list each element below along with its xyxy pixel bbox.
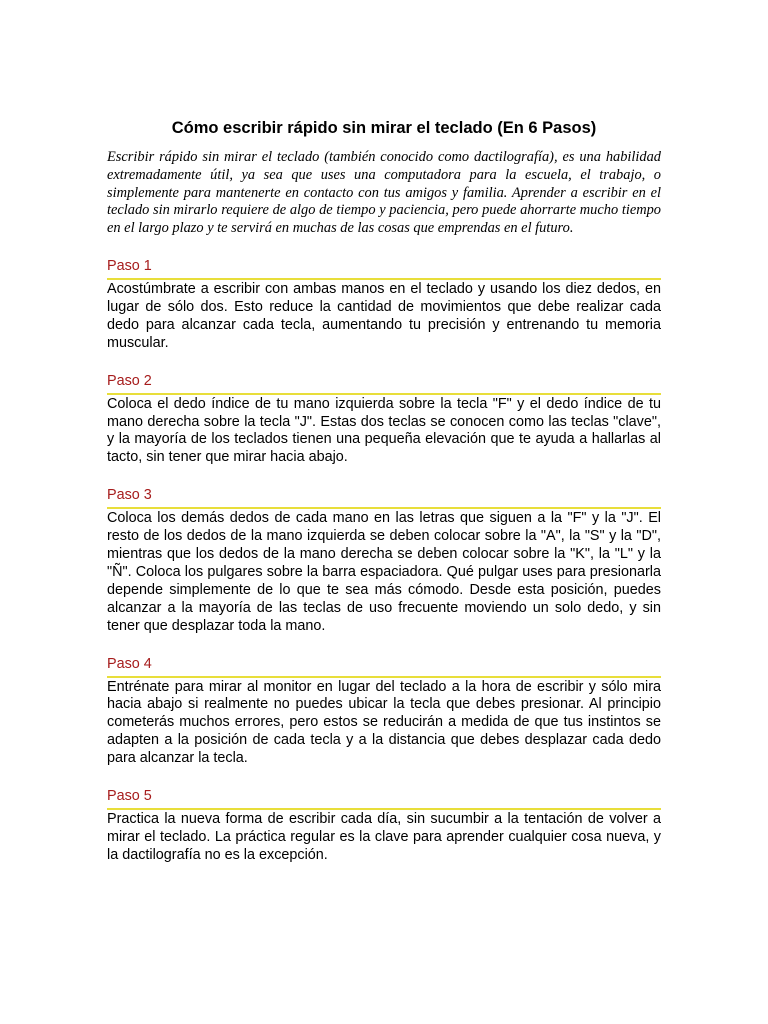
step-section-2 xyxy=(107,372,661,468)
step-body: Practica la nueva forma de escribir cada día, sin sucumbir a la tentación de volver a mirar el teclado. La práctica regular es la clave para aprender cualquier cosa nueva, y la dactilografía no es la excepción. xyxy=(107,811,661,863)
step-section-3 xyxy=(107,486,661,635)
document-title: Cómo escribir rápido sin mirar el teclado (En 6 Pasos) xyxy=(171,119,597,137)
step-heading: Paso 2 xyxy=(107,372,661,395)
step-heading: Paso 4 xyxy=(107,655,661,678)
step-heading: Paso 5 xyxy=(107,787,661,810)
step-body: Coloca el dedo índice de tu mano izquierda sobre la tecla "F" y el dedo índice de tu mano derecha sobre la tecla "J". Estas dos teclas se conocen como las teclas "clave", y la mayoría de los teclados tienen una pequeña elevación que te ayuda a hallarlas al tacto, sin tener que mirar hacia abajo. xyxy=(107,395,661,466)
intro-paragraph: Escribir rápido sin mirar el teclado (también conocido como dactilografía), es una habilidad extremadamente útil, ya sea que uses una computadora para la escuela, el trabajo, o simplemente para mantenerte en contacto con tus amigos y familia. Aprender a escribir en el teclado sin mirarlo requiere de algo de tiempo y paciencia, pero puede ahorrarte mucho tiempo en el largo plazo y te servirá en muchas de las cosas que emprendas en el futuro. xyxy=(107,149,661,237)
step-body: Entrénate para mirar al monitor en lugar del teclado a la hora de escribir y sólo mira hacia abajo si realmente no puedes ubicar la tecla que debes presionar. Al principio cometerás muchos errores, pero estos se reducirán a medida de que tus instintos se adapten a la posición de cada tecla y a la distancia que debes desplazar cada dedo para alcanzar la tecla. xyxy=(107,678,661,767)
step-body: Acostúmbrate a escribir con ambas manos en el teclado y usando los diez dedos, en lugar de sólo dos. Esto reduce la cantidad de movimientos que debe realizar cada dedo para alcanzar cada tecla, aumentando tu precisión y entrenando tu memoria muscular. xyxy=(107,280,661,351)
step-section-1 xyxy=(107,257,661,353)
step-heading: Paso 3 xyxy=(107,486,661,509)
document-page xyxy=(107,117,661,884)
step-section-4 xyxy=(107,655,661,769)
step-heading: Paso 1 xyxy=(107,257,661,280)
step-body: Coloca los demás dedos de cada mano en las letras que siguen a la "F" y la "J". El resto de los dedos de la mano izquierda se deben colocar sobre la "A", la "S" y la "D", mientras que los dedos de la mano derecha se deben colocar sobre la "K", la "L" y la "Ñ". Coloca los pulgares sobre la barra espaciadora. Qué pulgar uses para presionarla depende simplemente de lo que te sea más cómodo. Desde esta posición, puedes alcanzar a la mayoría de las teclas de uso frecuente moviendo un solo dedo, y sin tener que desplazar toda la mano. xyxy=(107,510,661,634)
step-section-5 xyxy=(107,787,661,865)
